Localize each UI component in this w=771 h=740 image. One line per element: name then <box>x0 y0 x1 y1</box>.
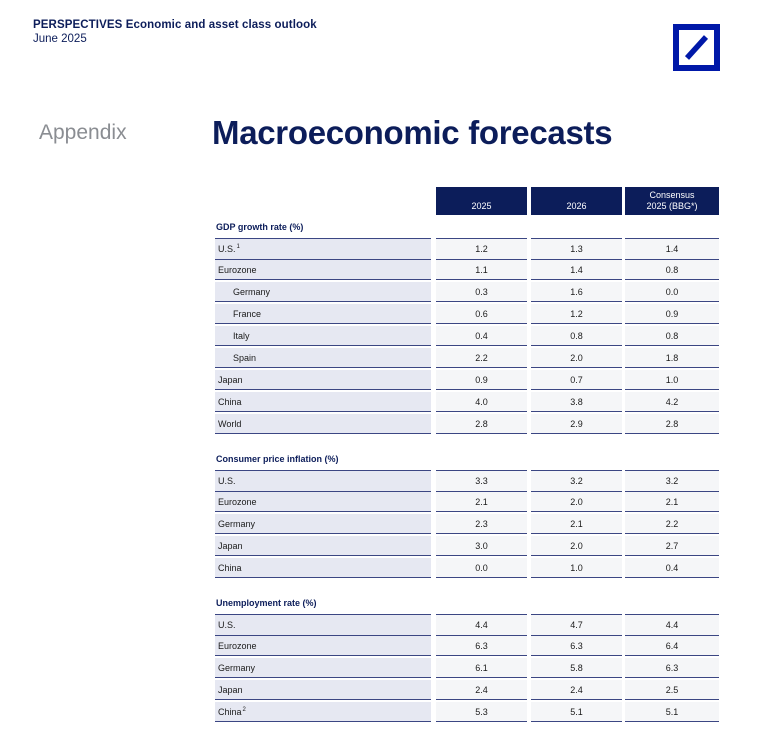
deutsche-bank-logo-icon <box>673 24 720 71</box>
value-cell: 1.1 <box>436 260 527 280</box>
row-label-text: China <box>218 706 242 717</box>
value-cell: 0.8 <box>531 326 622 346</box>
row-label-text: Japan <box>218 684 243 695</box>
value-cell: 2.8 <box>436 414 527 434</box>
value-cell: 2.0 <box>531 536 622 556</box>
value-cell: 0.6 <box>436 304 527 324</box>
value-cell: 2.9 <box>531 414 622 434</box>
value-cell: 0.4 <box>625 558 719 578</box>
section-title: GDP growth rate (%) <box>216 222 304 232</box>
row-label-text: China <box>218 396 242 407</box>
value-cell: 0.0 <box>625 282 719 302</box>
row-label <box>215 614 431 636</box>
value-cell: 2.7 <box>625 536 719 556</box>
row-label <box>215 558 431 578</box>
column-header-2025: 2025 <box>436 187 527 215</box>
value-cell: 6.3 <box>625 658 719 678</box>
value-cell: 0.9 <box>436 370 527 390</box>
value-cell: 3.2 <box>625 470 719 492</box>
value-cell: 1.6 <box>531 282 622 302</box>
row-label <box>215 536 431 556</box>
row-label <box>215 348 431 368</box>
row-label-text: Italy <box>233 330 250 341</box>
value-cell: 0.0 <box>436 558 527 578</box>
value-cell: 1.0 <box>625 370 719 390</box>
value-cell: 6.3 <box>531 636 622 656</box>
row-label <box>215 326 431 346</box>
row-label-text: U.S. <box>218 244 236 254</box>
row-label <box>215 636 431 656</box>
value-cell: 3.3 <box>436 470 527 492</box>
row-label-text: Eurozone <box>218 640 257 651</box>
header-date: June 2025 <box>33 33 87 45</box>
value-cell: 5.1 <box>531 702 622 722</box>
page-title: Macroeconomic forecasts <box>212 114 613 151</box>
value-cell: 1.2 <box>531 304 622 324</box>
value-cell: 2.1 <box>436 492 527 512</box>
row-label-text: U.S. <box>218 476 236 486</box>
value-cell: 3.2 <box>531 470 622 492</box>
row-label <box>215 514 431 534</box>
row-label <box>215 238 431 260</box>
value-cell: 4.4 <box>436 614 527 636</box>
value-cell: 4.7 <box>531 614 622 636</box>
value-cell: 4.0 <box>436 392 527 412</box>
value-cell: 2.4 <box>531 680 622 700</box>
value-cell: 2.2 <box>436 348 527 368</box>
value-cell: 0.4 <box>436 326 527 346</box>
row-label-text: France <box>233 308 262 319</box>
value-cell: 0.3 <box>436 282 527 302</box>
row-label-text: China <box>218 562 242 573</box>
row-label <box>215 370 431 390</box>
row-label-text: Germany <box>218 662 256 673</box>
value-cell: 2.5 <box>625 680 719 700</box>
row-label-text: Eurozone <box>218 496 257 507</box>
row-label <box>215 470 431 492</box>
value-cell: 6.4 <box>625 636 719 656</box>
row-label <box>215 392 431 412</box>
row-label <box>215 282 431 302</box>
row-label <box>215 260 431 280</box>
value-cell: 5.1 <box>625 702 719 722</box>
row-label-text: Spain <box>233 352 257 363</box>
row-label-text: Germany <box>218 518 256 529</box>
value-cell: 2.3 <box>436 514 527 534</box>
value-cell: 1.4 <box>531 260 622 280</box>
section-title: Unemployment rate (%) <box>216 598 317 608</box>
value-cell: 2.8 <box>625 414 719 434</box>
value-cell: 1.3 <box>531 238 622 260</box>
value-cell: 6.3 <box>436 636 527 656</box>
value-cell: 1.2 <box>436 238 527 260</box>
row-label-text: U.S. <box>218 620 236 630</box>
value-cell: 2.0 <box>531 348 622 368</box>
footnote-marker: 1 <box>236 244 240 250</box>
column-header-consensus: Consensus 2025 (BBG*) <box>625 187 719 215</box>
value-cell: 1.4 <box>625 238 719 260</box>
row-label <box>215 658 431 678</box>
value-cell: 2.1 <box>625 492 719 512</box>
row-label-text: Japan <box>218 374 243 385</box>
value-cell: 0.9 <box>625 304 719 324</box>
value-cell: 4.2 <box>625 392 719 412</box>
value-cell: 6.1 <box>436 658 527 678</box>
appendix-label: Appendix <box>39 121 127 144</box>
section-title: Consumer price inflation (%) <box>216 454 339 464</box>
value-cell: 2.1 <box>531 514 622 534</box>
value-cell: 5.3 <box>436 702 527 722</box>
row-label <box>215 304 431 324</box>
row-label <box>215 414 431 434</box>
value-cell: 3.0 <box>436 536 527 556</box>
value-cell: 4.4 <box>625 614 719 636</box>
value-cell: 2.0 <box>531 492 622 512</box>
value-cell: 0.7 <box>531 370 622 390</box>
column-header-2026: 2026 <box>531 187 622 215</box>
value-cell: 0.8 <box>625 326 719 346</box>
row-label <box>215 702 431 722</box>
value-cell: 2.2 <box>625 514 719 534</box>
row-label <box>215 680 431 700</box>
row-label-text: Germany <box>233 286 271 297</box>
value-cell: 5.8 <box>531 658 622 678</box>
row-label-text: Japan <box>218 540 243 551</box>
value-cell: 1.8 <box>625 348 719 368</box>
value-cell: 0.8 <box>625 260 719 280</box>
footnote-marker: 2 <box>242 706 246 713</box>
row-label-text: Eurozone <box>218 264 257 275</box>
value-cell: 3.8 <box>531 392 622 412</box>
header-title: PERSPECTIVES Economic and asset class outlook <box>33 19 317 31</box>
row-label <box>215 492 431 512</box>
value-cell: 2.4 <box>436 680 527 700</box>
value-cell: 1.0 <box>531 558 622 578</box>
row-label-text: World <box>218 418 242 429</box>
